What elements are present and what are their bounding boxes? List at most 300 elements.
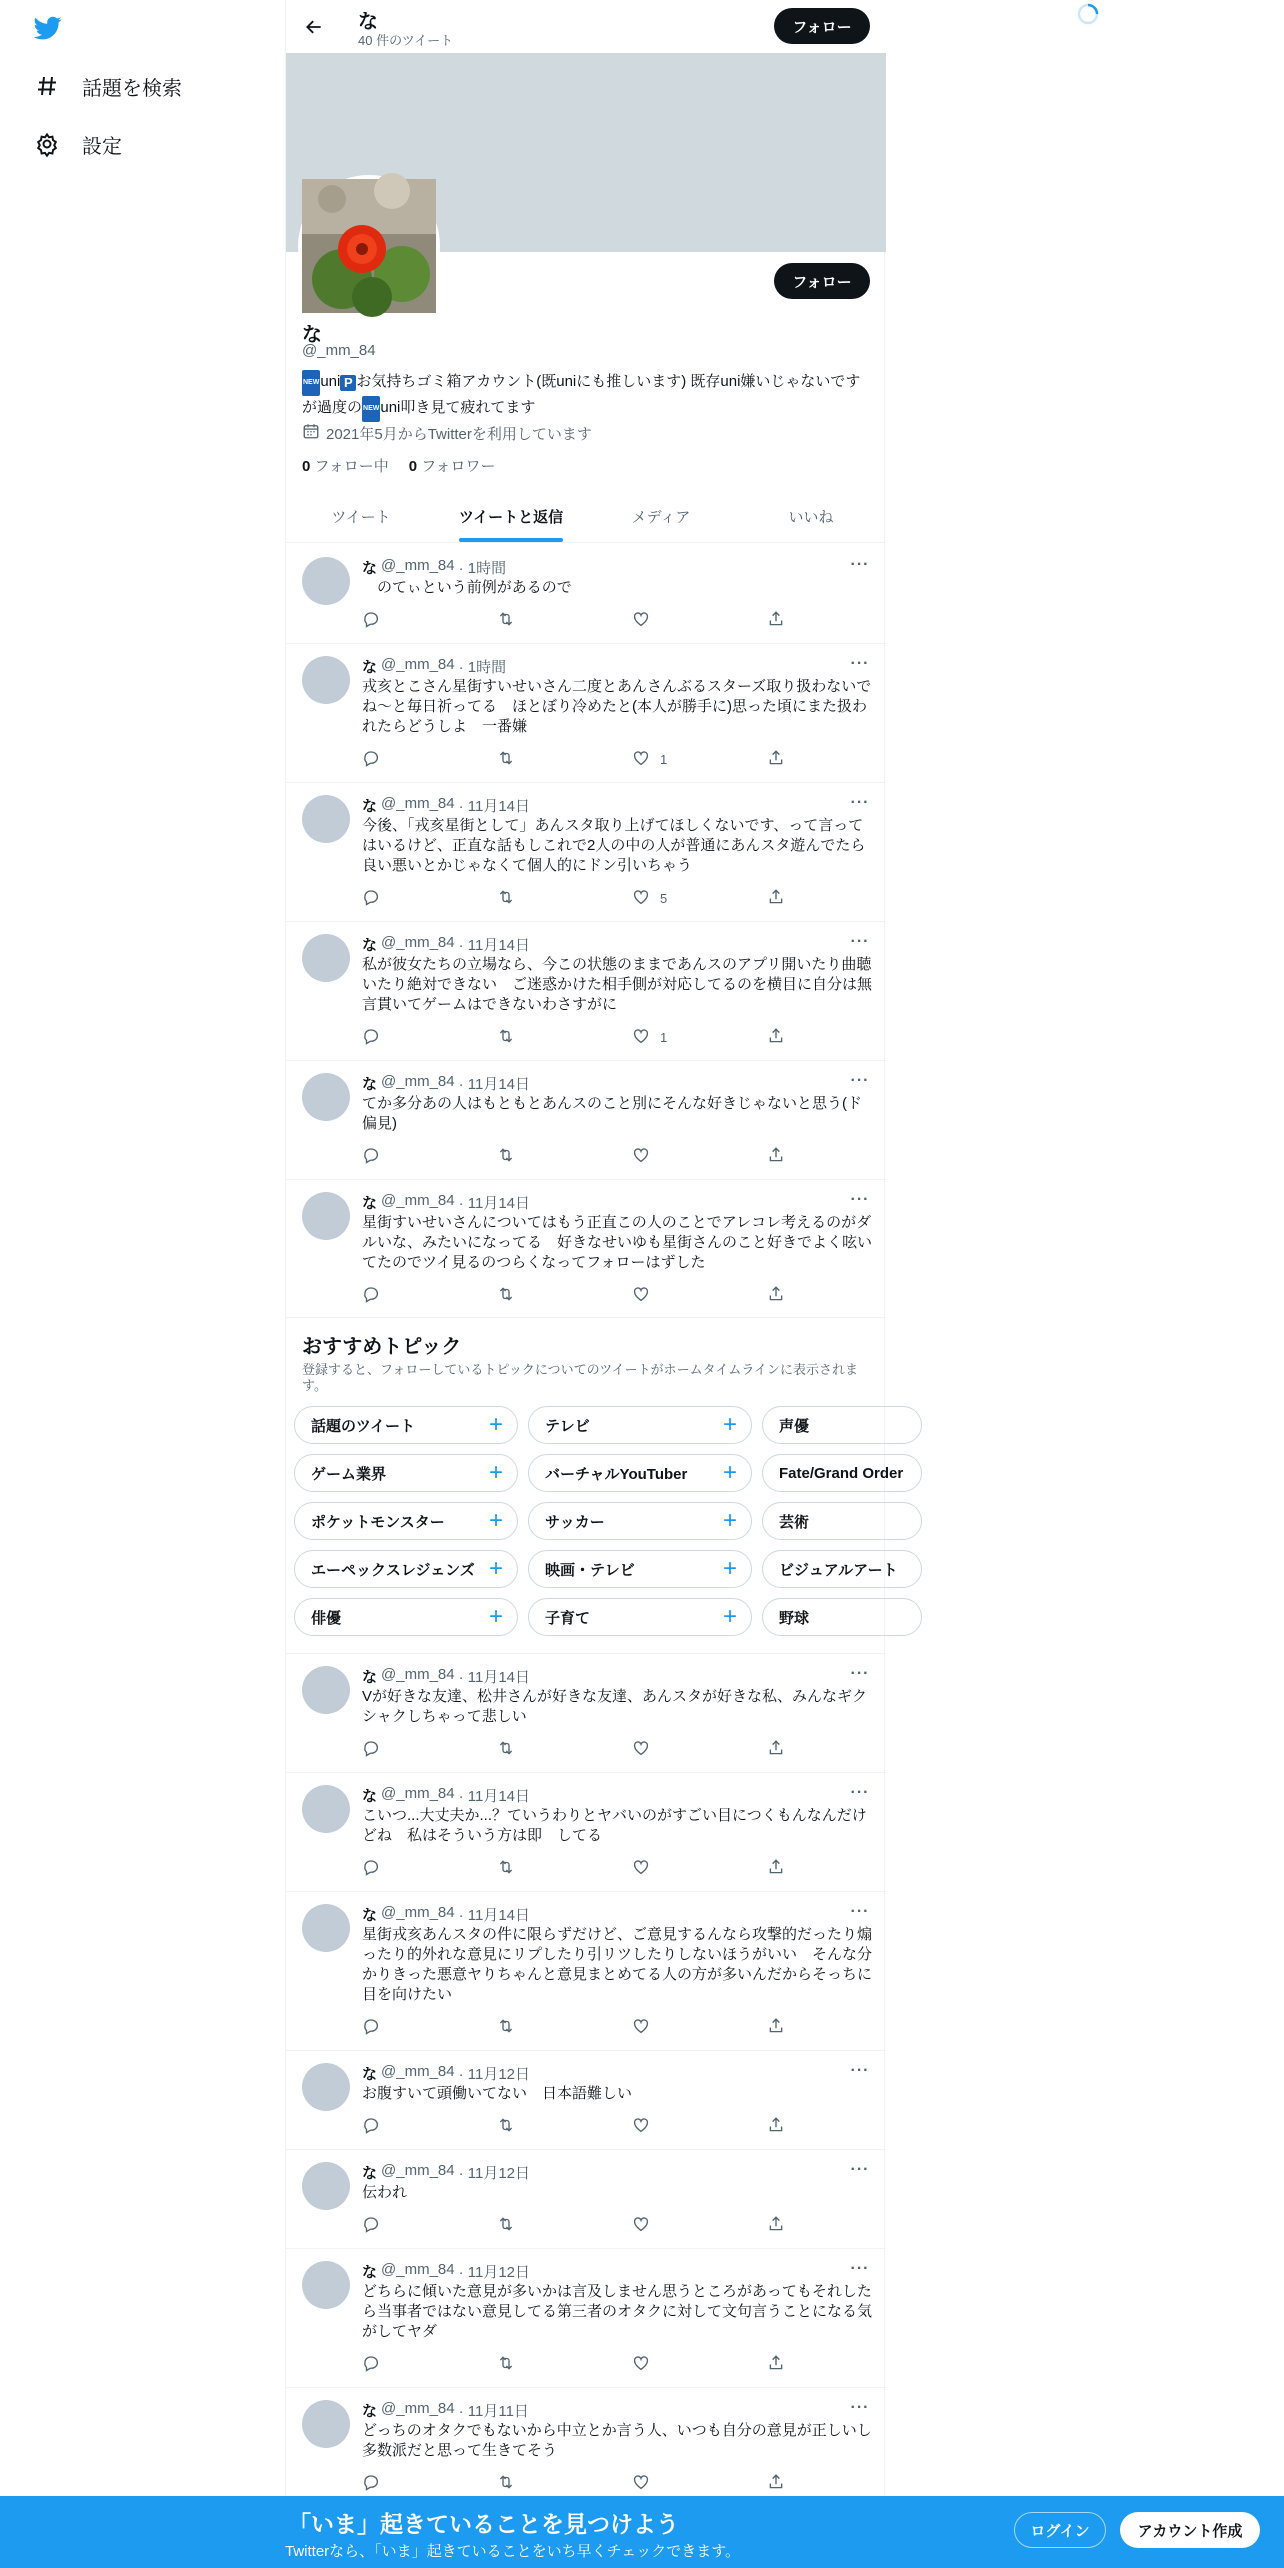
like-button[interactable] — [632, 2473, 767, 2493]
topic-chip[interactable] — [528, 1550, 752, 1588]
tweet[interactable] — [286, 1654, 886, 1773]
retweet-icon — [497, 1027, 515, 1048]
retweet-icon — [497, 1739, 515, 1760]
nav-explore-label: 話題を検索 — [82, 77, 182, 100]
tweet-date[interactable]: · 11月12日 — [458, 2066, 531, 2083]
tweet-text: どっちのオタクでもないから中立とか言う人、いつも自分の意見が正しいし多数派だと思って生きてそう — [362, 2422, 872, 2459]
bio-text-1: uni — [320, 373, 341, 390]
tweet-author-handle[interactable]: @_mm_84 — [381, 656, 455, 673]
share-icon — [767, 2473, 785, 2494]
tweet-author-name[interactable]: な — [362, 1669, 378, 1686]
share-icon — [767, 749, 785, 770]
tweet-date[interactable]: · 11月14日 — [458, 937, 531, 954]
hashtag-icon — [34, 73, 60, 99]
tweet-header — [362, 2261, 530, 2282]
like-button[interactable] — [632, 749, 767, 769]
plus-icon[interactable]: + — [488, 1411, 503, 1438]
reply-button[interactable] — [362, 749, 497, 769]
heart-icon — [632, 888, 650, 909]
p-badge-icon: P — [340, 375, 356, 391]
tweet-text: 戎亥とこさん星街すいせいさん二度とあんさんぶるスターズ取り扱わないでね〜と毎日祈ってる ほとぼり冷めたと(本人が勝手に)思った頃にまた扱われたらどうしよ 一番嫌 — [362, 678, 872, 735]
tweet-actions — [362, 1739, 802, 1759]
tweet-author-name[interactable]: な — [362, 1195, 378, 1212]
topic-chip[interactable] — [762, 1454, 922, 1492]
tweet-avatar[interactable] — [302, 1073, 350, 1121]
tweet-actions — [362, 1858, 802, 1878]
retweet-button[interactable] — [497, 1739, 632, 1759]
tweet-author-handle[interactable]: @_mm_84 — [381, 557, 455, 574]
plus-icon[interactable]: + — [722, 1555, 737, 1582]
joined-date: 2021年5月からTwitterを利用しています — [326, 425, 592, 443]
signup-bar-subtitle: Twitterなら、「いま」起きていることをいち早くチェックできます。 — [285, 2543, 741, 2560]
tweet-author-handle[interactable]: @_mm_84 — [381, 2400, 455, 2417]
tweet[interactable] — [286, 783, 886, 922]
reply-button[interactable] — [362, 1858, 497, 1878]
retweet-icon — [497, 1285, 515, 1306]
retweet-icon — [497, 610, 515, 631]
share-icon — [767, 1027, 785, 1048]
more-options-icon[interactable]: ··· — [850, 2260, 870, 2277]
plus-icon[interactable]: + — [488, 1603, 503, 1630]
tweet[interactable] — [286, 644, 886, 783]
tweet-header — [362, 1192, 530, 1213]
new-badge-icon: NEW — [362, 396, 380, 422]
tweet-date[interactable]: · 11月12日 — [458, 2165, 531, 2182]
topic-chip[interactable] — [528, 1502, 752, 1540]
tweet[interactable] — [286, 922, 886, 1061]
calendar-icon — [302, 422, 320, 444]
profile-handle: @_mm_84 — [302, 342, 376, 359]
tweet-author-handle[interactable]: @_mm_84 — [381, 2261, 455, 2278]
reply-icon — [362, 2354, 380, 2375]
tweet-date[interactable]: · 11月14日 — [458, 1195, 531, 1212]
tweet-date[interactable]: · 11月14日 — [458, 1907, 531, 1924]
more-options-icon[interactable]: ··· — [850, 1072, 870, 1089]
tweet-author-handle[interactable]: @_mm_84 — [381, 795, 455, 812]
more-options-icon[interactable]: ··· — [850, 556, 870, 573]
like-button[interactable] — [632, 2017, 767, 2037]
share-button[interactable] — [767, 888, 787, 908]
tweet-text: 私が彼女たちの立場なら、今この状態のままであんスのアプリ開いたり曲聴いたり絶対できない ご迷惑かけた相手側が対応してるのを横目に自分は無言貫いてゲームはできないわさすがに — [362, 956, 873, 1013]
topic-chip-label: ポケットモンスター — [311, 1513, 445, 1531]
tweet-avatar[interactable] — [302, 656, 350, 704]
reply-icon — [362, 2473, 380, 2494]
profile-avatar[interactable] — [298, 175, 440, 317]
tweet-author-name[interactable]: な — [362, 2165, 378, 2182]
tweet-date[interactable]: · 11月14日 — [458, 798, 531, 815]
retweet-button[interactable] — [497, 610, 632, 630]
tweet-author-handle[interactable]: @_mm_84 — [381, 2162, 455, 2179]
topic-chip[interactable] — [762, 1406, 922, 1444]
retweet-icon — [497, 2473, 515, 2494]
tweet-header — [362, 795, 530, 816]
retweet-button[interactable] — [497, 2017, 632, 2037]
topic-chip-label: 芸術 — [779, 1513, 810, 1531]
like-button[interactable] — [632, 1285, 767, 1305]
topic-chip-label: 映画・テレビ — [545, 1561, 635, 1579]
reply-button[interactable] — [362, 1739, 497, 1759]
tweet-date[interactable]: · 11月14日 — [458, 1669, 531, 1686]
header-follow-button[interactable]: フォロー — [774, 8, 870, 44]
share-button[interactable] — [767, 2354, 787, 2374]
reply-icon — [362, 749, 380, 770]
tweet-date[interactable]: · 11月11日 — [458, 2403, 529, 2420]
tweet-author-name[interactable]: な — [362, 1788, 378, 1805]
more-options-icon[interactable]: ··· — [850, 1665, 870, 1682]
like-count: 5 — [660, 890, 668, 906]
tweet[interactable] — [286, 1061, 886, 1180]
share-button[interactable] — [767, 1858, 787, 1878]
tweet-avatar[interactable] — [302, 1666, 350, 1714]
profile-bio — [302, 370, 872, 422]
tweet-author-name[interactable]: な — [362, 2264, 378, 2281]
bio-text-2: お気持ちゴミ箱アカウント(既uniにも推しいます) 既存uni嫌いじゃないですが過度の — [302, 373, 861, 416]
topic-chip-label: 俳優 — [311, 1609, 342, 1627]
tweet-actions — [362, 1146, 802, 1166]
reply-icon — [362, 1027, 380, 1048]
nav-settings[interactable] — [34, 124, 122, 164]
retweet-button[interactable] — [497, 1285, 632, 1305]
twitter-logo-icon[interactable] — [32, 14, 64, 42]
new-badge-icon: NEW — [302, 370, 320, 396]
reply-icon — [362, 1858, 380, 1879]
tweet-text: 星街戎亥あんスタの件に限らずだけど、ご意見するんなら攻撃的だったり煽ったり的外れな意見にリプしたり引リツしたりしないほうがいい そんな分かりきった悪意ヤりちゃんと意見まとめてる人の方が多いんだからそっちに目を向けたい — [362, 1926, 873, 2003]
reply-button[interactable] — [362, 888, 497, 908]
tweet-author-handle[interactable]: @_mm_84 — [381, 1666, 455, 1683]
heart-icon — [632, 2017, 650, 2038]
retweet-button[interactable] — [497, 1027, 632, 1047]
plus-icon[interactable]: + — [488, 1507, 503, 1534]
reply-icon — [362, 1146, 380, 1167]
tweet-header — [362, 1073, 530, 1094]
tweet[interactable] — [286, 2051, 886, 2150]
profile-column — [285, 0, 904, 2568]
more-options-icon[interactable]: ··· — [850, 794, 870, 811]
more-options-icon[interactable]: ··· — [850, 655, 870, 672]
tweet-actions — [362, 2116, 802, 2136]
nav-explore[interactable] — [34, 66, 182, 106]
profile-tabs — [286, 490, 886, 543]
heart-icon — [632, 2116, 650, 2137]
heart-icon — [632, 1739, 650, 1760]
signup-bar-title: 「いま」起きていることを見つけよう — [288, 2511, 679, 2537]
topic-chip-label: サッカー — [545, 1513, 605, 1531]
reply-button[interactable] — [362, 2116, 497, 2136]
tweet-author-handle[interactable]: @_mm_84 — [381, 934, 455, 951]
tweet-header — [362, 1904, 530, 1925]
tab-media[interactable]: メディア — [631, 508, 691, 526]
topic-chip-label: テレビ — [545, 1417, 590, 1435]
topic-chip-label: ビジュアルアート — [779, 1561, 898, 1579]
tweet-avatar[interactable] — [302, 1904, 350, 1952]
more-options-icon[interactable]: ··· — [850, 2062, 870, 2079]
tweet-author-name[interactable]: な — [362, 798, 378, 815]
tweet-avatar[interactable] — [302, 2261, 350, 2309]
header-tweet-count: 40 件のツイート — [358, 33, 454, 48]
bio-text-3: uni叩き見て疲れてます — [380, 399, 536, 416]
tab-likes[interactable]: いいね — [788, 508, 834, 526]
profile-follow-button[interactable]: フォロー — [774, 263, 870, 299]
nav-settings-label: 設定 — [82, 135, 122, 158]
share-icon — [767, 2354, 785, 2375]
tweet-header — [362, 557, 506, 578]
retweet-button[interactable] — [497, 2116, 632, 2136]
more-options-icon[interactable]: ··· — [850, 1784, 870, 1801]
reply-button[interactable] — [362, 610, 497, 630]
tweet-actions — [362, 2473, 802, 2493]
tab-tweets-and-replies[interactable]: ツイートと返信 — [436, 490, 586, 542]
retweet-button[interactable] — [497, 888, 632, 908]
tweet-text: Vが好きな友達、松井さんが好きな友達、あんスタが好きな私、みんなギクシャクしちゃって悲しい — [362, 1688, 868, 1725]
retweet-icon — [497, 2354, 515, 2375]
tweet-text: 伝われ — [362, 2184, 408, 2201]
retweet-button[interactable] — [497, 1858, 632, 1878]
tweet-actions — [362, 888, 802, 908]
profile-name: な — [302, 324, 322, 346]
tweet-author-name[interactable]: な — [362, 560, 378, 577]
topic-chip[interactable] — [528, 1598, 752, 1636]
more-options-icon[interactable]: ··· — [850, 933, 870, 950]
share-icon — [767, 1858, 785, 1879]
tweet-avatar[interactable] — [302, 1785, 350, 1833]
share-icon — [767, 2215, 785, 2236]
tweet-date[interactable]: · 1時間 — [458, 659, 507, 676]
tweet-text: どちらに傾いた意見が多いかは言及しません思うところがあってもそれしたら当事者ではない意見してる第三者のオタクに対して文句言うことになる気がしてヤダ — [362, 2283, 873, 2340]
reply-icon — [362, 2017, 380, 2038]
tweet-actions — [362, 2354, 802, 2374]
heart-icon — [632, 1858, 650, 1879]
heart-icon — [632, 1146, 650, 1167]
tweet-text: 星街すいせいさんについてはもう正直この人のことでアレコレ考えるのがダルいな、みたいになってる 好きなせいゆも星街さんのこと好きでよく呟いてたのでツイ見るのつらくなってフォローはずした — [362, 1214, 873, 1271]
share-icon — [767, 1146, 785, 1167]
like-button[interactable] — [632, 1739, 767, 1759]
tweet-author-handle[interactable]: @_mm_84 — [381, 1904, 455, 1921]
following-link[interactable]: 0 フォロー中 — [302, 458, 389, 475]
tweet-actions — [362, 1027, 802, 1047]
topic-chip-label: バーチャルYouTuber — [545, 1465, 688, 1483]
topic-chip-label: 話題のツイート — [311, 1417, 415, 1435]
like-button[interactable] — [632, 2354, 767, 2374]
header-name: な — [358, 11, 378, 33]
share-button[interactable] — [767, 2116, 787, 2136]
reply-button[interactable] — [362, 1027, 497, 1047]
share-button[interactable] — [767, 2017, 787, 2037]
topic-chip-label: 声優 — [779, 1417, 810, 1435]
tweet-header — [362, 2063, 530, 2084]
tweet-avatar[interactable] — [302, 2162, 350, 2210]
like-count: 1 — [660, 1029, 668, 1045]
tweet[interactable] — [286, 1180, 886, 1318]
tweet-date[interactable]: · 11月14日 — [458, 1076, 531, 1093]
retweet-icon — [497, 2116, 515, 2137]
share-button[interactable] — [767, 1739, 787, 1759]
tweet-header — [362, 2162, 530, 2183]
tweet-avatar[interactable] — [302, 557, 350, 605]
reply-button[interactable] — [362, 2473, 497, 2493]
share-button[interactable] — [767, 1146, 787, 1166]
topic-chip[interactable] — [528, 1454, 752, 1492]
reply-icon — [362, 1285, 380, 1306]
reply-icon — [362, 2215, 380, 2236]
retweet-icon — [497, 749, 515, 770]
tweet-avatar[interactable] — [302, 795, 350, 843]
reply-button[interactable] — [362, 2354, 497, 2374]
tweet[interactable] — [286, 2249, 886, 2388]
tweet-text: 今後、「戎亥星街として」あんスタ取り上げてほしくないです、って言ってはいるけど、正直な話もしこれで2人の中の人が普通にあんスタ遊んでたら良い悪いとかじゃなくて個人的にドン引いちゃう — [362, 817, 866, 874]
share-icon — [767, 888, 785, 909]
plus-icon[interactable]: + — [722, 1459, 737, 1486]
retweet-icon — [497, 1858, 515, 1879]
retweet-icon — [497, 888, 515, 909]
signup-bar — [0, 2496, 1284, 2568]
tweet-date[interactable]: · 11月14日 — [458, 1788, 531, 1805]
more-options-icon[interactable]: ··· — [850, 2161, 870, 2178]
tweet-author-name[interactable]: な — [362, 659, 378, 676]
reply-icon — [362, 1739, 380, 1760]
topic-chip[interactable] — [762, 1598, 922, 1636]
tweet-avatar[interactable] — [302, 1192, 350, 1240]
tweet[interactable] — [286, 545, 886, 644]
tweet-header — [362, 934, 530, 955]
tweet-author-handle[interactable]: @_mm_84 — [381, 1073, 455, 1090]
topic-chip-label: ゲーム業界 — [311, 1465, 387, 1483]
tweet-actions — [362, 1285, 802, 1305]
share-button[interactable] — [767, 1027, 787, 1047]
share-button[interactable] — [767, 2473, 787, 2493]
profile-joined — [302, 422, 592, 444]
more-options-icon[interactable]: ··· — [850, 2399, 870, 2416]
tweet[interactable] — [286, 2388, 886, 2508]
share-button[interactable] — [767, 1285, 787, 1305]
tweet-author-handle[interactable]: @_mm_84 — [381, 1785, 455, 1802]
tweet-actions — [362, 2215, 802, 2235]
login-button[interactable]: ログイン — [1014, 2512, 1106, 2548]
tweet[interactable] — [286, 1892, 886, 2051]
tweet-author-name[interactable]: な — [362, 937, 378, 954]
like-button[interactable] — [632, 1146, 767, 1166]
tab-tweets[interactable]: ツイート — [331, 508, 391, 526]
like-button[interactable] — [632, 1027, 767, 1047]
topic-chip[interactable] — [294, 1406, 518, 1444]
left-nav — [0, 0, 285, 2568]
retweet-icon — [497, 2017, 515, 2038]
tweet-text: のてぃという前例があるので — [362, 579, 572, 596]
tweet-avatar[interactable] — [302, 2063, 350, 2111]
like-button[interactable] — [632, 2116, 767, 2136]
tweet-header — [362, 1785, 530, 1806]
share-button[interactable] — [767, 610, 787, 630]
loading-spinner-icon — [1076, 2, 1100, 26]
reply-button[interactable] — [362, 2215, 497, 2235]
topic-chip-label: 野球 — [779, 1609, 810, 1627]
tweet-author-name[interactable]: な — [362, 1076, 378, 1093]
share-button[interactable] — [767, 2215, 787, 2235]
retweet-button[interactable] — [497, 2215, 632, 2235]
share-icon — [767, 1739, 785, 1760]
topic-chip[interactable] — [762, 1550, 922, 1588]
heart-icon — [632, 610, 650, 631]
retweet-icon — [497, 2215, 515, 2236]
plus-icon[interactable]: + — [488, 1555, 503, 1582]
plus-icon[interactable]: + — [722, 1603, 737, 1630]
topic-chip-label: エーペックスレジェンズ — [311, 1561, 475, 1579]
tweet-header — [362, 2400, 529, 2421]
tweet[interactable] — [286, 1773, 886, 1892]
heart-icon — [632, 749, 650, 770]
more-options-icon[interactable]: ··· — [850, 1191, 870, 1208]
reply-icon — [362, 2116, 380, 2137]
tweet-date[interactable]: · 1時間 — [458, 560, 507, 577]
topic-chip-label: 子育て — [545, 1609, 591, 1627]
reply-button[interactable] — [362, 1146, 497, 1166]
reply-icon — [362, 610, 380, 631]
tweet-actions — [362, 610, 802, 630]
reply-icon — [362, 888, 380, 909]
share-icon — [767, 610, 785, 631]
like-button[interactable] — [632, 888, 767, 908]
tweet-author-name[interactable]: な — [362, 1907, 378, 1924]
recommended-topics — [286, 1318, 904, 1654]
heart-icon — [632, 1285, 650, 1306]
retweet-button[interactable] — [497, 749, 632, 769]
tweet-text: てか多分あの人はもともとあんスのこと別にそんな好きじゃないと思う(ド偏見) — [362, 1095, 862, 1132]
topic-chip[interactable] — [528, 1406, 752, 1444]
topic-chip[interactable] — [294, 1454, 518, 1492]
like-button[interactable] — [632, 1858, 767, 1878]
heart-icon — [632, 2354, 650, 2375]
reply-button[interactable] — [362, 2017, 497, 2037]
followers-link[interactable]: 0 フォロワー — [408, 458, 496, 475]
more-options-icon[interactable]: ··· — [850, 1903, 870, 1920]
tweet-avatar[interactable] — [302, 934, 350, 982]
signup-button[interactable]: アカウント作成 — [1120, 2512, 1260, 2548]
topic-chip[interactable] — [294, 1550, 518, 1588]
tweet-author-handle[interactable]: @_mm_84 — [381, 1192, 455, 1209]
topics-subtitle: 登録すると、フォローしているトピックについてのツイートがホームタイムラインに表示されます。 — [302, 1362, 859, 1393]
topic-chip[interactable] — [762, 1502, 922, 1540]
like-count: 1 — [660, 751, 668, 767]
share-button[interactable] — [767, 749, 787, 769]
like-button[interactable] — [632, 610, 767, 630]
tweet-date[interactable]: · 11月12日 — [458, 2264, 531, 2281]
tweet-author-handle[interactable]: @_mm_84 — [381, 2063, 455, 2080]
retweet-button[interactable] — [497, 2354, 632, 2374]
reply-button[interactable] — [362, 1285, 497, 1305]
plus-icon[interactable]: + — [722, 1507, 737, 1534]
plus-icon[interactable]: + — [722, 1411, 737, 1438]
heart-icon — [632, 1027, 650, 1048]
tweet[interactable] — [286, 2150, 886, 2249]
topic-chip[interactable] — [294, 1598, 518, 1636]
retweet-button[interactable] — [497, 1146, 632, 1166]
retweet-button[interactable] — [497, 2473, 632, 2493]
tweet-text: お腹すいて頭働いてない 日本語難しい — [362, 2085, 633, 2102]
topics-title: おすすめトピック — [302, 1336, 462, 1358]
share-icon — [767, 2017, 785, 2038]
profile-follow-stats — [302, 455, 496, 476]
tweet-actions — [362, 2017, 802, 2037]
like-button[interactable] — [632, 2215, 767, 2235]
tweet-author-name[interactable]: な — [362, 2403, 378, 2420]
tweet-avatar[interactable] — [302, 2400, 350, 2448]
back-arrow-icon[interactable] — [300, 13, 328, 41]
profile-header — [286, 0, 886, 53]
topic-chip-label: Fate/Grand Order — [779, 1464, 904, 1482]
topic-chip[interactable] — [294, 1502, 518, 1540]
plus-icon[interactable]: + — [488, 1459, 503, 1486]
tweet-author-name[interactable]: な — [362, 2066, 378, 2083]
share-icon — [767, 1285, 785, 1306]
